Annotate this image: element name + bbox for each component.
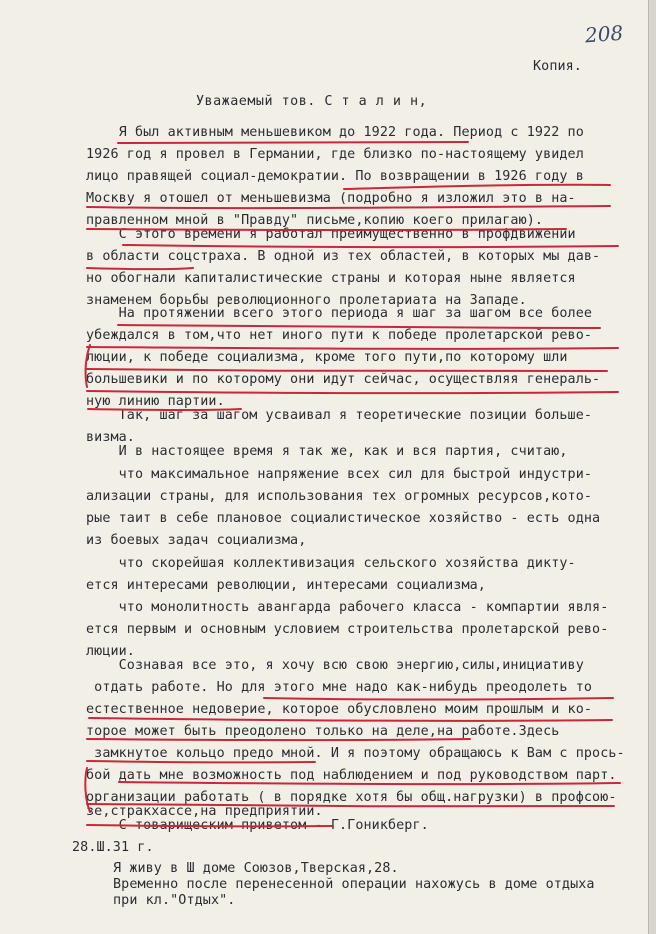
body-line: ализации страны, для использования тех огромных ресурсов,кото-: [86, 489, 593, 504]
footer-line: Временно после перенесенной операции нахожусь в доме отдыха: [113, 877, 595, 892]
footer-line: при кл."Отдых".: [113, 893, 236, 908]
page-number-handwritten: 208: [584, 20, 624, 48]
body-line: ную линию партии.: [86, 394, 225, 409]
body-line: отдать работе. Но для этого мне надо как-нибудь преодолеть то: [86, 680, 593, 695]
body-line: Так, шаг за шагом усваивал я теоретические позиции больше-: [86, 408, 593, 423]
body-line: С этого времени я работал преимущественно в профдвижении: [86, 227, 576, 242]
body-line: визма.: [86, 430, 135, 445]
body-line: из боевых задач социализма,: [86, 533, 307, 548]
copy-label: Копия.: [533, 59, 582, 74]
body-line: ется интересами революции, интересами социализма,: [86, 578, 486, 593]
body-line: 1926 год я провел в Германии, где близко по-настоящему увидел: [86, 147, 584, 162]
body-line: рые таит в себе плановое социалистическое хозяйство - есть одна: [86, 511, 601, 526]
body-line: И в настоящее время я так же, как и вся партия, считаю,: [86, 444, 568, 459]
body-line: убеждался в том,что нет иного пути к победе пролетарской рево-: [86, 328, 593, 343]
body-line: замкнутое кольцо предо мной. И я поэтому обращаюсь к Вам с прось-: [86, 746, 625, 761]
body-line: организации работать ( в порядке хотя бы общ.нагрузки) в профсою-: [86, 790, 617, 805]
body-line: что максимальное напряжение всех сил для быстрой индустри-: [86, 467, 593, 482]
body-line: На протяжении всего этого периода я шаг за шагом все более: [86, 306, 593, 321]
body-line: люции.: [86, 644, 135, 659]
salutation: Уважаемый тов. С т а л и н,: [196, 94, 428, 109]
body-line: но обогнали капиталистические страны и которая ныне является: [86, 271, 576, 286]
body-line: правленном мной в "Правду" письме,копию коего прилагаю).: [86, 213, 544, 228]
body-line: люции, к победе социализма, кроме того пути,по которому шли: [86, 350, 568, 365]
date-line: 28.Ш.31 г.: [72, 840, 154, 855]
body-line: бой дать мне возможность под наблюдением и под руководством парт.: [86, 768, 617, 783]
body-line: в области соцстраха. В одной из тех областей, в которых мы дав-: [86, 249, 601, 264]
body-line: Сознавая все это, я хочу всю свою энергию,силы,инициативу: [86, 658, 584, 673]
body-line: лицо правящей социал-демократии. По возвращении в 1926 году в: [86, 169, 584, 184]
body-line: знаменем борьбы революционного пролетариата на Западе.: [86, 293, 527, 308]
body-line: Москву я отошел от меньшевизма (подробно я изложил это в на-: [86, 191, 576, 206]
body-line: что скорейшая коллективизация сельского хозяйства дикту-: [86, 556, 576, 571]
footer-line: Я живу в Ш доме Союзов,Тверская,28.: [113, 861, 399, 876]
body-line: торое может быть преодолено только на деле,на работе.Здесь: [86, 724, 560, 739]
body-line: естественное недоверие, которое обусловлено моим прошлым и ко-: [86, 702, 593, 717]
body-line: большевики и по которому они идут сейчас, осуществляя генераль-: [86, 372, 601, 387]
body-line: что монолитность авангарда рабочего класса - компартии явля-: [86, 600, 609, 615]
body-line: зе,стракхассе,на предприятии.: [86, 804, 323, 819]
signature-line: С товарищеским приветом - Г.Гоникберг.: [86, 818, 429, 833]
body-line: ется первым и основным условием строительства пролетарской рево-: [86, 622, 609, 637]
body-line: Я был активным меньшевиком до 1922 года. Период с 1922 по: [86, 125, 584, 140]
